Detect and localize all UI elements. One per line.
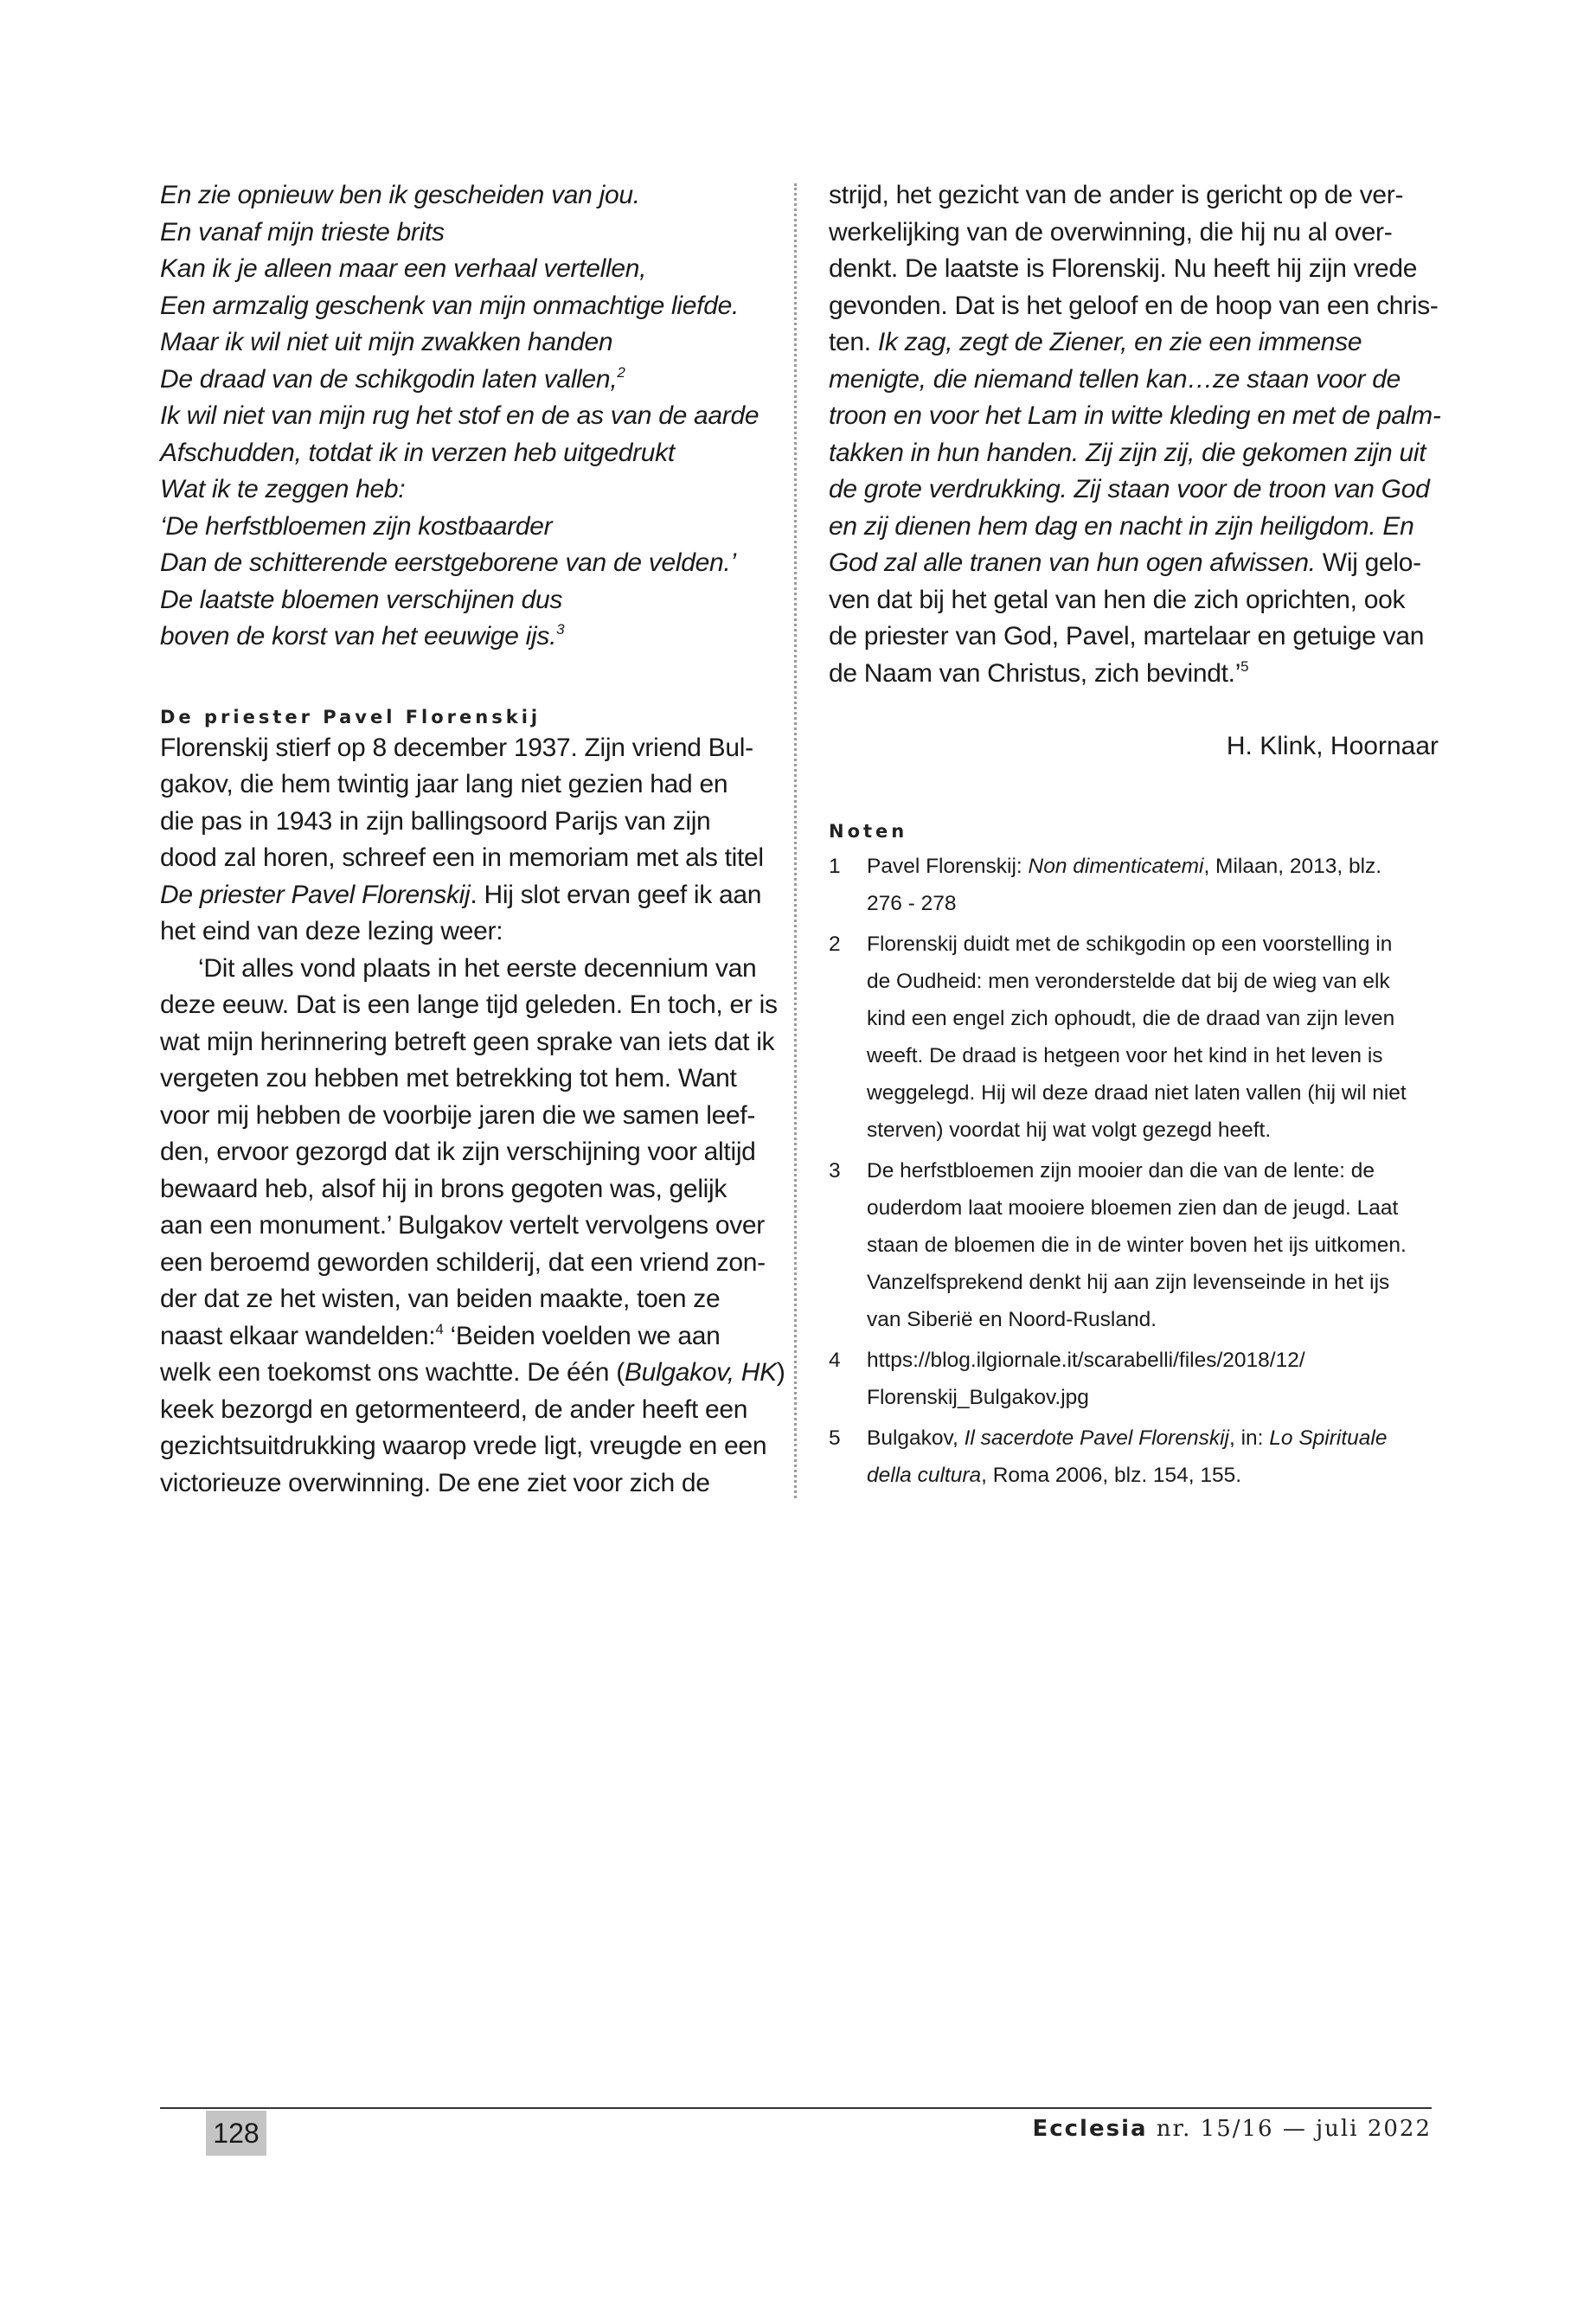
column-divider xyxy=(794,183,797,1498)
text-line: de grote verdrukking. Zij staan voor de troon van God xyxy=(829,475,1430,503)
text-line: deze eeuw. Dat is een lange tijd geleden. En toch, er is xyxy=(160,990,778,1019)
footnote: 1 Pavel Florenskij: Non dimenticatemi, Milaan, 2013, blz. 276 - 278 xyxy=(829,848,1439,922)
text-line: den, ervoor gezorgd dat ik zijn verschijning voor altijd xyxy=(160,1138,756,1166)
poem-line: Wat ik te zeggen heb: xyxy=(160,475,406,503)
text-line: De priester Pavel Florenskij. Hij slot ervan geef ik aan xyxy=(160,880,762,909)
left-body-text xyxy=(160,730,785,1503)
footnote-number: 1 xyxy=(829,855,841,878)
text-line: gevonden. Dat is het geloof en de hoop van een chris- xyxy=(829,291,1439,320)
poem-line: ‘De herfstbloemen zijn kostbaarder xyxy=(160,511,553,541)
text-line: keek bezorgd en getormenteerd, de ander heeft een xyxy=(160,1394,748,1424)
text-line: de priester van God, Pavel, martelaar en getuige van xyxy=(829,622,1425,651)
text-line: het eind van deze lezing weer: xyxy=(160,917,503,945)
magazine-title: Ecclesia xyxy=(1032,2116,1148,2142)
text-line: victorieuze overwinning. De ene ziet voor zich de xyxy=(160,1468,710,1497)
right-body-text xyxy=(829,177,1439,692)
book-title: De priester Pavel Florenskij xyxy=(160,880,471,909)
poem-line: Ik wil niet van mijn rug het stof en de as van de aarde xyxy=(160,401,760,430)
footnote-ref: 5 xyxy=(1240,657,1249,675)
text-line: dood zal horen, schreef een in memoriam met als titel xyxy=(160,843,764,872)
footer-rule xyxy=(160,2107,1432,2109)
poem-line: De laatste bloemen verschijnen dus xyxy=(160,585,563,614)
poem-line: Dan de schitterende eerstgeborene van de velden.’ xyxy=(160,548,736,577)
text-line: vergeten zou hebben met betrekking tot hem. Want xyxy=(160,1064,737,1093)
footnote-ref: 3 xyxy=(556,621,565,638)
publication-info xyxy=(1032,2116,1432,2142)
footnote: 3 De herfstbloemen zijn mooier dan die van de lente: de ouderdom laat mooiere bloemen zien dan de jeugd. Laat staan de bloemen die in de winter boven het ijs uitkomen. Vanzelfsprekend denkt hij aan zijn levenseinde in het ijs van Siberië en Noord-Rusland. xyxy=(829,1152,1439,1338)
text-line: gakov, die hem twintig jaar lang niet gezien had en xyxy=(160,770,728,798)
poem-line: Maar ik wil niet uit mijn zwakken handen xyxy=(160,328,613,356)
text-line: wat mijn herinnering betreft geen sprake van iets dat ik xyxy=(160,1027,775,1056)
text-line: ten. Ik zag, zegt de Ziener, en zie een immense xyxy=(829,328,1362,356)
footnote: 4 https://blog.ilgiornale.it/scarabelli/files/2018/12/ Florenskij_Bulgakov.jpg xyxy=(829,1342,1439,1416)
footnote-url: https://blog.ilgiornale.it/scarabelli/files/2018/12/ xyxy=(867,1349,1305,1372)
text-line: troon en voor het Lam in witte kleding en met de palm- xyxy=(829,401,1441,430)
text-line: aan een monument.’ Bulgakov vertelt vervolgens over xyxy=(160,1211,765,1240)
poem xyxy=(160,177,770,656)
text-line: der dat ze het wisten, van beiden maakte, toen ze xyxy=(160,1285,721,1313)
text-line: en zij dienen hem dag en nacht in zijn heiligdom. En xyxy=(829,511,1414,541)
poem-line: boven de korst van het eeuwige ijs.$^3$ xyxy=(160,621,565,651)
text-line: ‘Dit alles vond plaats in het eerste decennium van xyxy=(198,953,757,983)
footnote-ref: 2 xyxy=(617,363,625,381)
text-line: voor mij hebben de voorbije jaren die we samen leef- xyxy=(160,1100,756,1130)
footnote-number: 3 xyxy=(829,1159,841,1183)
author-signature: H. Klink, Hoornaar xyxy=(1226,732,1439,760)
poem-line: Een armzalig geschenk van mijn onmachtige liefde. xyxy=(160,291,740,320)
right-column xyxy=(829,177,1439,1494)
footnote-number: 2 xyxy=(829,933,841,956)
text-line: Florenskij stierf op 8 december 1937. Zijn vriend Bul- xyxy=(160,733,753,762)
left-column xyxy=(160,177,785,1502)
text-line: werkelijking van de overwinning, die hij nu al over- xyxy=(829,217,1393,247)
text-line: God zal alle tranen van hun ogen afwissen. Wij gelo- xyxy=(829,548,1421,577)
poem-line: En zie opnieuw ben ik gescheiden van jou. xyxy=(160,181,640,209)
footnote: 5 Bulgakov, Il sacerdote Pavel Florenskij, in: Lo Spirituale della cultura, Roma 2006, blz. 154, 155. xyxy=(829,1420,1439,1494)
text-line: naast elkaar wandelden:$^4$ ‘Beiden voelden we aan xyxy=(160,1320,721,1350)
notes-list xyxy=(829,848,1439,1494)
text-line: gezichtsuitdrukking waarop vrede ligt, vreugde en een xyxy=(160,1432,767,1460)
section-heading: De priester Pavel Florenskij xyxy=(160,706,542,727)
text-line: strijd, het gezicht van de ander is gericht op de ver- xyxy=(829,181,1404,209)
text-line: denkt. De laatste is Florenskij. Nu heeft hij zijn vrede xyxy=(829,254,1418,283)
text-line: menigte, die niemand tellen kan…ze staan voor de xyxy=(829,364,1401,394)
page-number: 128 xyxy=(206,2111,266,2156)
text-line: takken in hun handen. Zij zijn zij, die gekomen zijn uit xyxy=(829,438,1426,467)
poem-line: En vanaf mijn trieste brits xyxy=(160,217,445,247)
notes-heading: Noten xyxy=(829,821,908,842)
footnote: 2 Florenskij duidt met de schikgodin op een voorstelling in de Oudheid: men veronderstelde dat bij de wieg van elk kind een engel zich ophoudt, die de draad van zijn leven weeft. De draad is hetgeen voor het kind in het leven is weggelegd. Hij wil deze draad niet laten vallen (hij wil niet sterven) voordat hij wat volgt gezegd heeft. xyxy=(829,926,1439,1149)
footnote-ref: 4 xyxy=(435,1320,444,1337)
text-line: die pas in 1943 in zijn ballingsoord Parijs van zijn xyxy=(160,806,711,836)
poem-line: De draad van de schikgodin laten vallen,$^2$ xyxy=(160,363,625,394)
issue-info: nr. 15/16 — juli 2022 xyxy=(1147,2116,1432,2142)
poem-line: Afschudden, totdat ik in verzen heb uitgedrukt xyxy=(160,438,675,467)
poem-line: Kan ik je alleen maar een verhaal vertellen, xyxy=(160,254,647,283)
text-line: de Naam van Christus, zich bevindt.’$^5$ xyxy=(829,657,1249,688)
text-line: welk een toekomst ons wachtte. De één (Bulgakov, HK) xyxy=(160,1358,785,1387)
footnote-number: 4 xyxy=(829,1349,841,1372)
footnote-number: 5 xyxy=(829,1426,841,1450)
text-line: bewaard heb, alsof hij in brons gegoten was, gelijk xyxy=(160,1174,727,1203)
text-line: ven dat bij het getal van hen die zich oprichten, ook xyxy=(829,585,1406,614)
text-line: een beroemd geworden schilderij, dat een vriend zon- xyxy=(160,1247,766,1277)
